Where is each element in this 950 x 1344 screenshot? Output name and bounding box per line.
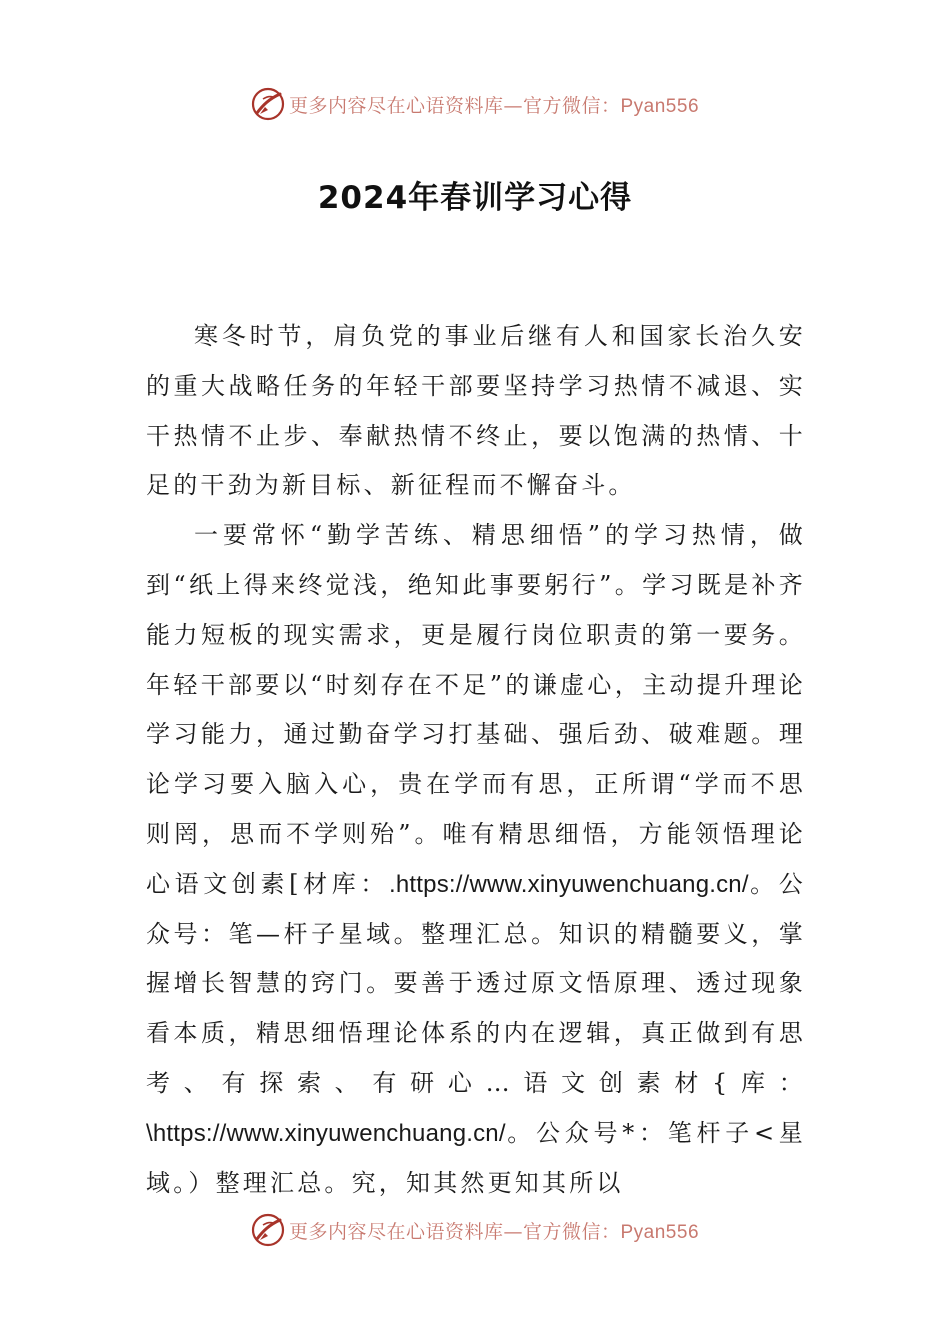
source-url-1: .https://www.xinyuwenchuang.cn/ bbox=[389, 870, 749, 898]
pen-logo-icon bbox=[251, 87, 285, 121]
paragraph-learning-part2: 。公众号：笔—杆子星域。整理汇总。知识的精髓要义，掌握增长智慧的窍门。要善于透过原文悟原理、透过现象看本质，精思细悟理论体系的内在逻辑，真正做到有思考、有探索、有研心…语文创素材{库： bbox=[146, 869, 806, 1097]
paragraph-intro: 寒冬时节，肩负党的事业后继有人和国家长治久安的重大战略任务的年轻干部要坚持学习热情不减退、实干热情不止步、奉献热情不终止，要以饱满的热情、十足的干劲为新目标、新征程而不懈奋斗。 bbox=[146, 322, 806, 500]
footer-banner-text bbox=[289, 1217, 699, 1244]
footer-banner-label: 更多内容尽在心语资料库—官方微信： bbox=[288, 1220, 621, 1243]
document-body bbox=[146, 312, 806, 1208]
paragraph-learning bbox=[146, 511, 806, 1208]
pen-logo-icon bbox=[251, 1213, 285, 1247]
header-banner-text bbox=[289, 91, 699, 118]
footer-wechat-id: Pyan556 bbox=[620, 1221, 700, 1243]
paragraph-learning-part1: 一要常怀“勤学苦练、精思细悟”的学习热情，做到“纸上得来终觉浅，绝知此事要躬行”。学习既是补齐能力短板的现实需求，更是履行岗位职责的第一要务。年轻干部要以“时刻存在不足”的谦虚心，主动提升理论学习能力，通过勤奋学习打基础、强后劲、破难题。理论学习要入脑入心，贵在学而有思，正所谓“学而不思则罔，思而不学则殆”。唯有精思细悟，方能领悟理论心语文创素[材库： bbox=[146, 521, 806, 898]
paragraph-learning-part3: 。公众号*：笔杆子<星域。）整理汇总。究，知其然更知其所以 bbox=[146, 1118, 806, 1197]
document-title: 2024年春训学习心得 bbox=[317, 180, 633, 216]
header-banner bbox=[0, 84, 950, 124]
footer-banner bbox=[0, 1210, 950, 1250]
source-url-2: \https://www.xinyuwenchuang.cn/ bbox=[146, 1119, 506, 1147]
header-wechat-id: Pyan556 bbox=[620, 95, 700, 117]
header-banner-label: 更多内容尽在心语资料库—官方微信： bbox=[288, 94, 621, 117]
